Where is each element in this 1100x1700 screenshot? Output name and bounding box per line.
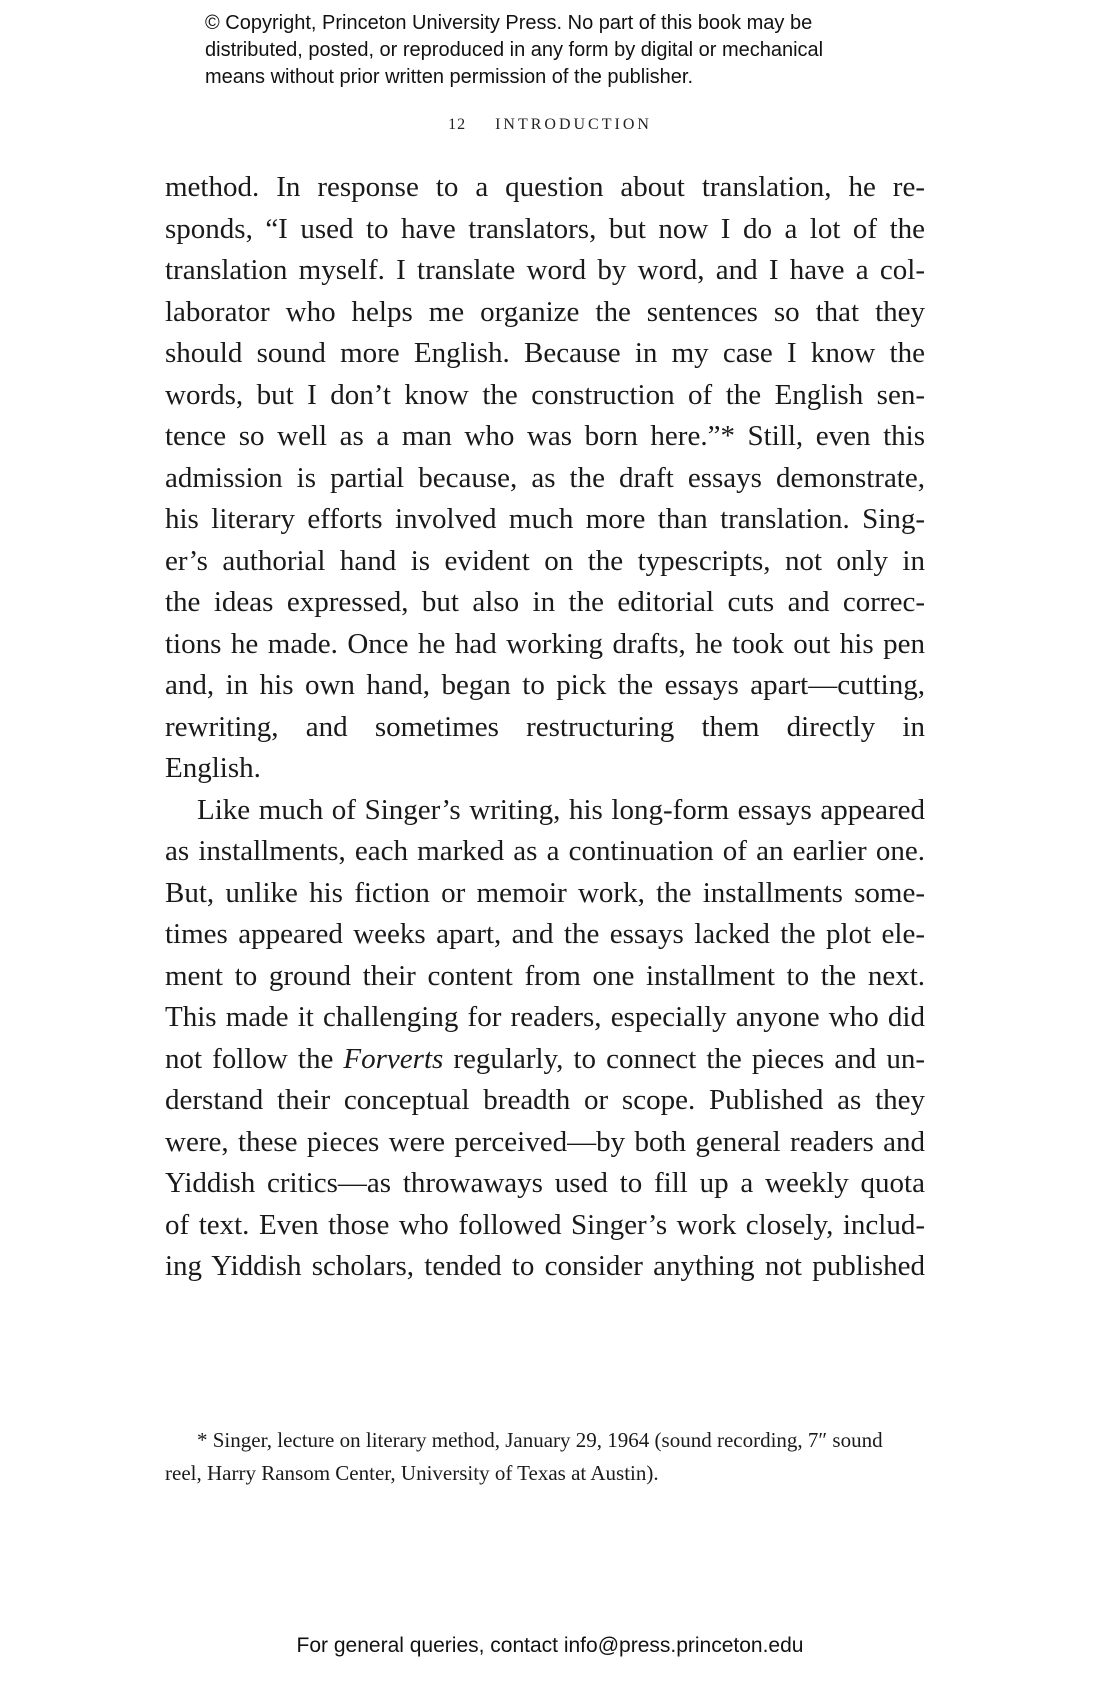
text-line: derstand their conceptual breadth or scope. Published as they: [165, 1084, 925, 1116]
text-line: tions he made. Once he had working drafts, he took out his pen: [165, 627, 925, 660]
text-line: er’s authorial hand is evident on the typescripts, not only in: [165, 544, 925, 577]
text-line: method. In response to a question about translation, he re-: [165, 171, 925, 203]
text-line: Like much of Singer’s writing, his long-form essays appeared: [197, 793, 925, 826]
text-line: and, in his own hand, began to pick the essays apart—cutting,: [165, 669, 925, 701]
text-line: rewriting, and sometimes restructuring them directly in: [165, 710, 925, 743]
text-line: of text. Even those who followed Singer’s work closely, includ-: [165, 1208, 925, 1241]
text-line: tence so well as a man who was born here.”* Still, even this: [165, 420, 925, 452]
text-line: as installments, each marked as a continuation of an earlier one.: [165, 835, 925, 867]
footnote-line: reel, Harry Ransom Center, University of Texas at Austin).: [165, 1461, 659, 1485]
contact-notice: For general queries, contact info@press.princeton.edu: [296, 1634, 804, 1657]
text-run: not follow the: [165, 1042, 344, 1075]
text-line: admission is partial because, as the draft essays demonstrate,: [165, 461, 925, 494]
text-line: times appeared weeks apart, and the essays lacked the plot ele-: [165, 918, 925, 950]
text-line: English.: [165, 752, 261, 784]
text-line: were, these pieces were perceived—by both general readers and: [165, 1125, 925, 1158]
text-line: ment to ground their content from one installment to the next.: [165, 959, 925, 992]
text-line: the ideas expressed, but also in the editorial cuts and correc-: [165, 586, 925, 618]
section-title: INTRODUCTION: [495, 116, 652, 133]
text-run: regularly, to connect the pieces and un-: [443, 1042, 925, 1075]
publication-title: Forverts: [343, 1042, 444, 1075]
text-line: should sound more English. Because in my case I know the: [165, 337, 925, 369]
text-line: sponds, “I used to have translators, but now I do a lot of the: [165, 212, 925, 245]
text-line: Yiddish critics—as throwaways used to fill up a weekly quota: [165, 1167, 925, 1199]
copyright-line: distributed, posted, or reproduced in any form by digital or mechanical: [205, 39, 824, 61]
text-line: ing Yiddish scholars, tended to consider anything not published: [165, 1250, 925, 1282]
text-line: his literary efforts involved much more than translation. Sing-: [165, 503, 925, 535]
running-head: [0, 116, 1100, 134]
copyright-notice: [205, 10, 905, 91]
text-line: words, but I don’t know the construction of the English sen-: [165, 378, 925, 411]
copyright-line: © Copyright, Princeton University Press. No part of this book may be: [205, 12, 813, 34]
footnote-line: * Singer, lecture on literary method, January 29, 1964 (sound recording, 7″ sound: [197, 1428, 883, 1452]
text-line-with-italic: [165, 1039, 925, 1081]
text-line: But, unlike his fiction or memoir work, the installments some-: [165, 876, 925, 909]
text-line: laborator who helps me organize the sentences so that they: [165, 295, 925, 328]
footnote: [165, 1424, 925, 1490]
text-line: translation myself. I translate word by word, and I have a col-: [165, 254, 925, 286]
copyright-line: means without prior written permission of the publisher.: [205, 66, 694, 88]
text-line: This made it challenging for readers, especially anyone who did: [165, 1001, 925, 1033]
body-text: [165, 167, 925, 1288]
page-number: 12: [448, 116, 467, 133]
